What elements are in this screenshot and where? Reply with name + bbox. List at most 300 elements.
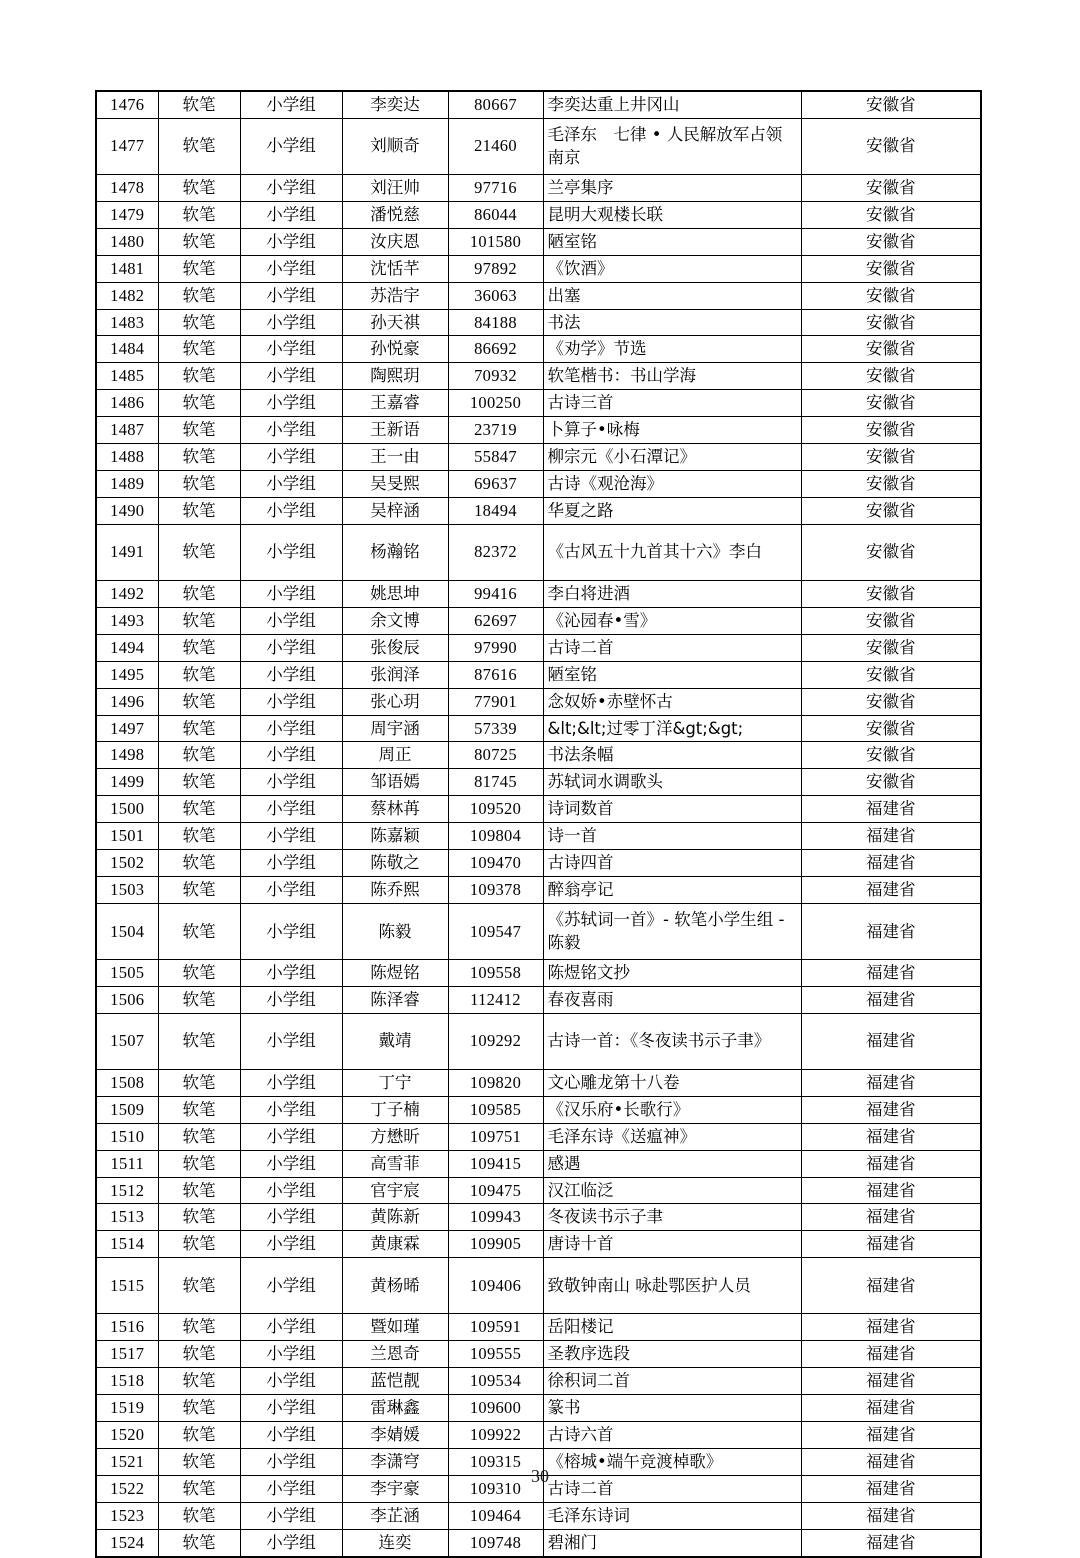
cell-group: 小学组 <box>240 742 342 769</box>
cell-group: 小学组 <box>240 1314 342 1341</box>
cell-group: 小学组 <box>240 769 342 796</box>
cell-entry-code: 109748 <box>448 1529 543 1556</box>
cell-category: 软笔 <box>158 471 240 498</box>
cell-entry-code: 99416 <box>448 580 543 607</box>
cell-serial-number: 1513 <box>96 1204 158 1231</box>
table-row <box>96 390 981 417</box>
cell-region: 安徽省 <box>801 607 981 634</box>
cell-serial-number: 1514 <box>96 1231 158 1258</box>
cell-participant-name: 刘顺奇 <box>342 118 448 174</box>
cell-work-title: 圣教序选段 <box>543 1341 801 1368</box>
cell-work-title: 醉翁亭记 <box>543 877 801 904</box>
table-row <box>96 796 981 823</box>
cell-work-title: 《饮酒》 <box>543 255 801 282</box>
cell-category: 软笔 <box>158 309 240 336</box>
cell-entry-code: 109591 <box>448 1314 543 1341</box>
cell-region: 福建省 <box>801 796 981 823</box>
cell-participant-name: 黄康霖 <box>342 1231 448 1258</box>
cell-entry-code: 87616 <box>448 661 543 688</box>
cell-participant-name: 李潇穹 <box>342 1448 448 1475</box>
cell-category: 软笔 <box>158 1529 240 1556</box>
cell-work-title: 古诗《观沧海》 <box>543 471 801 498</box>
cell-work-title: 柳宗元《小石潭记》 <box>543 444 801 471</box>
cell-category: 软笔 <box>158 580 240 607</box>
cell-work-title: 文心雕龙第十八卷 <box>543 1069 801 1096</box>
table-row <box>96 1395 981 1422</box>
cell-group: 小学组 <box>240 796 342 823</box>
cell-serial-number: 1506 <box>96 986 158 1013</box>
cell-serial-number: 1488 <box>96 444 158 471</box>
cell-entry-code: 109558 <box>448 959 543 986</box>
table-row <box>96 1314 981 1341</box>
cell-entry-code: 81745 <box>448 769 543 796</box>
cell-entry-code: 82372 <box>448 524 543 580</box>
cell-category: 软笔 <box>158 1231 240 1258</box>
cell-serial-number: 1497 <box>96 715 158 742</box>
cell-serial-number: 1519 <box>96 1395 158 1422</box>
cell-serial-number: 1486 <box>96 390 158 417</box>
cell-work-title: 《苏轼词一首》- 软笔小学生组 - 陈毅 <box>543 903 801 959</box>
cell-region: 福建省 <box>801 850 981 877</box>
cell-serial-number: 1489 <box>96 471 158 498</box>
cell-group: 小学组 <box>240 634 342 661</box>
cell-region: 福建省 <box>801 1231 981 1258</box>
cell-category: 软笔 <box>158 1258 240 1314</box>
cell-group: 小学组 <box>240 91 342 118</box>
cell-work-title: 感遇 <box>543 1150 801 1177</box>
cell-region: 安徽省 <box>801 390 981 417</box>
cell-participant-name: 汝庆恩 <box>342 228 448 255</box>
cell-region: 福建省 <box>801 903 981 959</box>
cell-region: 安徽省 <box>801 634 981 661</box>
cell-participant-name: 蓝恺靓 <box>342 1368 448 1395</box>
cell-region: 安徽省 <box>801 282 981 309</box>
cell-serial-number: 1476 <box>96 91 158 118</box>
cell-region: 福建省 <box>801 1448 981 1475</box>
cell-work-title: 唐诗十首 <box>543 1231 801 1258</box>
cell-group: 小学组 <box>240 497 342 524</box>
cell-participant-name: 雷琳鑫 <box>342 1395 448 1422</box>
cell-work-title: 陋室铭 <box>543 228 801 255</box>
cell-serial-number: 1511 <box>96 1150 158 1177</box>
table-row <box>96 417 981 444</box>
cell-region: 安徽省 <box>801 228 981 255</box>
cell-group: 小学组 <box>240 255 342 282</box>
cell-serial-number: 1478 <box>96 174 158 201</box>
cell-entry-code: 86692 <box>448 336 543 363</box>
cell-region: 福建省 <box>801 986 981 1013</box>
cell-entry-code: 109555 <box>448 1341 543 1368</box>
cell-group: 小学组 <box>240 417 342 444</box>
cell-participant-name: 杨瀚铭 <box>342 524 448 580</box>
cell-participant-name: 方懋昕 <box>342 1123 448 1150</box>
cell-work-title: 毛泽东诗《送瘟神》 <box>543 1123 801 1150</box>
cell-entry-code: 109415 <box>448 1150 543 1177</box>
cell-entry-code: 109547 <box>448 903 543 959</box>
cell-participant-name: 陈泽睿 <box>342 986 448 1013</box>
cell-region: 安徽省 <box>801 309 981 336</box>
cell-group: 小学组 <box>240 1123 342 1150</box>
cell-entry-code: 109406 <box>448 1258 543 1314</box>
cell-work-title: 《汉乐府•长歌行》 <box>543 1096 801 1123</box>
cell-serial-number: 1504 <box>96 903 158 959</box>
cell-serial-number: 1495 <box>96 661 158 688</box>
cell-participant-name: 李婧媛 <box>342 1421 448 1448</box>
cell-work-title: 古诗三首 <box>543 390 801 417</box>
table-row <box>96 661 981 688</box>
cell-serial-number: 1490 <box>96 497 158 524</box>
table-row <box>96 850 981 877</box>
table-row <box>96 1069 981 1096</box>
cell-group: 小学组 <box>240 1341 342 1368</box>
cell-region: 福建省 <box>801 1258 981 1314</box>
cell-region: 安徽省 <box>801 769 981 796</box>
cell-group: 小学组 <box>240 1475 342 1502</box>
table-row <box>96 607 981 634</box>
cell-work-title: 诗词数首 <box>543 796 801 823</box>
table-row <box>96 1231 981 1258</box>
cell-serial-number: 1481 <box>96 255 158 282</box>
cell-work-title: 古诗四首 <box>543 850 801 877</box>
cell-participant-name: 连奕 <box>342 1529 448 1556</box>
cell-participant-name: 陈乔熙 <box>342 877 448 904</box>
cell-group: 小学组 <box>240 336 342 363</box>
cell-category: 软笔 <box>158 390 240 417</box>
cell-participant-name: 陶熙玥 <box>342 363 448 390</box>
cell-participant-name: 吴梓涵 <box>342 497 448 524</box>
table-row <box>96 1096 981 1123</box>
cell-category: 软笔 <box>158 903 240 959</box>
cell-participant-name: 陈煜铭 <box>342 959 448 986</box>
cell-work-title: 毛泽东 七律 • 人民解放军占领南京 <box>543 118 801 174</box>
cell-work-title: 书法条幅 <box>543 742 801 769</box>
cell-participant-name: 周正 <box>342 742 448 769</box>
cell-region: 安徽省 <box>801 497 981 524</box>
table-row <box>96 201 981 228</box>
cell-participant-name: 李奕达 <box>342 91 448 118</box>
table-row <box>96 309 981 336</box>
cell-group: 小学组 <box>240 607 342 634</box>
cell-group: 小学组 <box>240 524 342 580</box>
cell-entry-code: 112412 <box>448 986 543 1013</box>
cell-group: 小学组 <box>240 282 342 309</box>
table-row <box>96 91 981 118</box>
cell-category: 软笔 <box>158 1069 240 1096</box>
cell-participant-name: 余文博 <box>342 607 448 634</box>
cell-category: 软笔 <box>158 769 240 796</box>
cell-work-title: 碧湘门 <box>543 1529 801 1556</box>
cell-category: 软笔 <box>158 850 240 877</box>
cell-work-title: 李奕达重上井冈山 <box>543 91 801 118</box>
table-row <box>96 282 981 309</box>
cell-work-title: 陋室铭 <box>543 661 801 688</box>
cell-entry-code: 109292 <box>448 1013 543 1069</box>
cell-participant-name: 李宇豪 <box>342 1475 448 1502</box>
cell-participant-name: 王一由 <box>342 444 448 471</box>
cell-region: 安徽省 <box>801 444 981 471</box>
cell-work-title: 《沁园春•雪》 <box>543 607 801 634</box>
cell-entry-code: 109922 <box>448 1421 543 1448</box>
cell-region: 福建省 <box>801 1529 981 1556</box>
cell-entry-code: 62697 <box>448 607 543 634</box>
cell-region: 安徽省 <box>801 580 981 607</box>
cell-work-title: 苏轼词水调歌头 <box>543 769 801 796</box>
cell-serial-number: 1522 <box>96 1475 158 1502</box>
cell-entry-code: 109905 <box>448 1231 543 1258</box>
cell-group: 小学组 <box>240 471 342 498</box>
cell-region: 安徽省 <box>801 174 981 201</box>
cell-entry-code: 109600 <box>448 1395 543 1422</box>
cell-work-title: 古诗二首 <box>543 634 801 661</box>
cell-serial-number: 1523 <box>96 1502 158 1529</box>
cell-region: 福建省 <box>801 877 981 904</box>
cell-category: 软笔 <box>158 661 240 688</box>
cell-group: 小学组 <box>240 1395 342 1422</box>
table-row <box>96 255 981 282</box>
cell-group: 小学组 <box>240 1204 342 1231</box>
cell-category: 软笔 <box>158 1421 240 1448</box>
table-row <box>96 903 981 959</box>
cell-entry-code: 97892 <box>448 255 543 282</box>
cell-entry-code: 77901 <box>448 688 543 715</box>
cell-entry-code: 80667 <box>448 91 543 118</box>
cell-entry-code: 109315 <box>448 1448 543 1475</box>
page-number: 30 <box>531 1466 549 1486</box>
cell-participant-name: 邹语嫣 <box>342 769 448 796</box>
cell-entry-code: 69637 <box>448 471 543 498</box>
cell-serial-number: 1509 <box>96 1096 158 1123</box>
table-row <box>96 688 981 715</box>
cell-entry-code: 80725 <box>448 742 543 769</box>
cell-serial-number: 1515 <box>96 1258 158 1314</box>
table-row <box>96 1013 981 1069</box>
cell-serial-number: 1517 <box>96 1341 158 1368</box>
cell-category: 软笔 <box>158 823 240 850</box>
cell-serial-number: 1508 <box>96 1069 158 1096</box>
cell-serial-number: 1493 <box>96 607 158 634</box>
cell-work-title: 陈煜铭文抄 <box>543 959 801 986</box>
cell-group: 小学组 <box>240 959 342 986</box>
cell-entry-code: 109470 <box>448 850 543 877</box>
cell-work-title: 出塞 <box>543 282 801 309</box>
cell-entry-code: 109520 <box>448 796 543 823</box>
cell-category: 软笔 <box>158 1502 240 1529</box>
cell-serial-number: 1480 <box>96 228 158 255</box>
cell-participant-name: 沈恬芊 <box>342 255 448 282</box>
cell-serial-number: 1510 <box>96 1123 158 1150</box>
cell-category: 软笔 <box>158 201 240 228</box>
cell-group: 小学组 <box>240 309 342 336</box>
cell-serial-number: 1505 <box>96 959 158 986</box>
table-row <box>96 742 981 769</box>
cell-work-title: 古诗二首 <box>543 1475 801 1502</box>
table-row <box>96 715 981 742</box>
cell-group: 小学组 <box>240 850 342 877</box>
cell-category: 软笔 <box>158 715 240 742</box>
cell-group: 小学组 <box>240 1448 342 1475</box>
cell-category: 软笔 <box>158 282 240 309</box>
roster-table-container <box>95 90 980 1558</box>
cell-group: 小学组 <box>240 877 342 904</box>
cell-entry-code: 109804 <box>448 823 543 850</box>
cell-serial-number: 1520 <box>96 1421 158 1448</box>
table-row <box>96 959 981 986</box>
cell-entry-code: 57339 <box>448 715 543 742</box>
cell-category: 软笔 <box>158 1177 240 1204</box>
cell-group: 小学组 <box>240 715 342 742</box>
table-row <box>96 174 981 201</box>
table-row <box>96 1258 981 1314</box>
cell-region: 安徽省 <box>801 742 981 769</box>
cell-participant-name: 陈敬之 <box>342 850 448 877</box>
cell-region: 福建省 <box>801 1204 981 1231</box>
cell-serial-number: 1501 <box>96 823 158 850</box>
cell-work-title: 《劝学》节选 <box>543 336 801 363</box>
cell-region: 福建省 <box>801 1013 981 1069</box>
cell-serial-number: 1524 <box>96 1529 158 1556</box>
cell-work-title: 篆书 <box>543 1395 801 1422</box>
cell-participant-name: 戴靖 <box>342 1013 448 1069</box>
table-row <box>96 444 981 471</box>
cell-category: 软笔 <box>158 1395 240 1422</box>
cell-entry-code: 84188 <box>448 309 543 336</box>
cell-work-title: 《榕城•端午竞渡棹歌》 <box>543 1448 801 1475</box>
cell-serial-number: 1496 <box>96 688 158 715</box>
cell-participant-name: 张俊辰 <box>342 634 448 661</box>
cell-region: 福建省 <box>801 1150 981 1177</box>
cell-participant-name: 潘悦慈 <box>342 201 448 228</box>
cell-category: 软笔 <box>158 1368 240 1395</box>
cell-participant-name: 李芷涵 <box>342 1502 448 1529</box>
cell-group: 小学组 <box>240 390 342 417</box>
cell-entry-code: 97990 <box>448 634 543 661</box>
cell-group: 小学组 <box>240 903 342 959</box>
cell-serial-number: 1484 <box>96 336 158 363</box>
cell-serial-number: 1500 <box>96 796 158 823</box>
cell-group: 小学组 <box>240 1258 342 1314</box>
cell-participant-name: 王嘉睿 <box>342 390 448 417</box>
table-row <box>96 986 981 1013</box>
cell-group: 小学组 <box>240 118 342 174</box>
cell-group: 小学组 <box>240 1502 342 1529</box>
cell-group: 小学组 <box>240 580 342 607</box>
table-row <box>96 1123 981 1150</box>
cell-entry-code: 109943 <box>448 1204 543 1231</box>
cell-entry-code: 36063 <box>448 282 543 309</box>
table-row <box>96 1204 981 1231</box>
cell-group: 小学组 <box>240 1231 342 1258</box>
cell-region: 福建省 <box>801 1341 981 1368</box>
cell-participant-name: 刘汪帅 <box>342 174 448 201</box>
cell-group: 小学组 <box>240 201 342 228</box>
cell-serial-number: 1485 <box>96 363 158 390</box>
cell-category: 软笔 <box>158 255 240 282</box>
cell-work-title: &lt;&lt;过零丁洋&gt;&gt; <box>543 715 801 742</box>
cell-serial-number: 1491 <box>96 524 158 580</box>
cell-category: 软笔 <box>158 1341 240 1368</box>
table-row <box>96 1421 981 1448</box>
cell-entry-code: 101580 <box>448 228 543 255</box>
cell-region: 安徽省 <box>801 201 981 228</box>
cell-participant-name: 周宇涵 <box>342 715 448 742</box>
cell-work-title: 兰亭集序 <box>543 174 801 201</box>
cell-entry-code: 70932 <box>448 363 543 390</box>
cell-work-title: 岳阳楼记 <box>543 1314 801 1341</box>
table-row <box>96 336 981 363</box>
table-row <box>96 228 981 255</box>
cell-category: 软笔 <box>158 363 240 390</box>
table-row <box>96 1368 981 1395</box>
cell-entry-code: 21460 <box>448 118 543 174</box>
cell-category: 软笔 <box>158 607 240 634</box>
cell-serial-number: 1518 <box>96 1368 158 1395</box>
cell-serial-number: 1499 <box>96 769 158 796</box>
roster-table <box>95 90 982 1558</box>
cell-category: 软笔 <box>158 524 240 580</box>
cell-group: 小学组 <box>240 174 342 201</box>
cell-category: 软笔 <box>158 1204 240 1231</box>
cell-work-title: 毛泽东诗词 <box>543 1502 801 1529</box>
cell-entry-code: 109751 <box>448 1123 543 1150</box>
cell-region: 福建省 <box>801 1475 981 1502</box>
cell-group: 小学组 <box>240 1421 342 1448</box>
cell-region: 安徽省 <box>801 91 981 118</box>
cell-category: 软笔 <box>158 444 240 471</box>
cell-category: 软笔 <box>158 1096 240 1123</box>
cell-entry-code: 109310 <box>448 1475 543 1502</box>
cell-serial-number: 1492 <box>96 580 158 607</box>
cell-participant-name: 黄陈新 <box>342 1204 448 1231</box>
cell-category: 软笔 <box>158 959 240 986</box>
cell-entry-code: 55847 <box>448 444 543 471</box>
cell-entry-code: 109534 <box>448 1368 543 1395</box>
table-row <box>96 634 981 661</box>
cell-category: 软笔 <box>158 118 240 174</box>
cell-work-title: 汉江临泛 <box>543 1177 801 1204</box>
cell-entry-code: 86044 <box>448 201 543 228</box>
cell-work-title: 古诗六首 <box>543 1421 801 1448</box>
cell-region: 安徽省 <box>801 363 981 390</box>
cell-region: 福建省 <box>801 1314 981 1341</box>
cell-category: 软笔 <box>158 634 240 661</box>
cell-category: 软笔 <box>158 1314 240 1341</box>
cell-category: 软笔 <box>158 336 240 363</box>
cell-serial-number: 1477 <box>96 118 158 174</box>
cell-participant-name: 丁子楠 <box>342 1096 448 1123</box>
cell-work-title: 软笔楷书：书山学海 <box>543 363 801 390</box>
table-row <box>96 1177 981 1204</box>
table-row <box>96 823 981 850</box>
cell-work-title: 《古风五十九首其十六》李白 <box>543 524 801 580</box>
cell-region: 安徽省 <box>801 255 981 282</box>
cell-participant-name: 兰恩奇 <box>342 1341 448 1368</box>
cell-category: 软笔 <box>158 1448 240 1475</box>
cell-region: 福建省 <box>801 1502 981 1529</box>
cell-work-title: 诗一首 <box>543 823 801 850</box>
cell-participant-name: 丁宁 <box>342 1069 448 1096</box>
cell-group: 小学组 <box>240 228 342 255</box>
cell-work-title: 春夜喜雨 <box>543 986 801 1013</box>
cell-group: 小学组 <box>240 444 342 471</box>
table-row <box>96 118 981 174</box>
cell-participant-name: 陈嘉颖 <box>342 823 448 850</box>
cell-group: 小学组 <box>240 1368 342 1395</box>
cell-participant-name: 高雪菲 <box>342 1150 448 1177</box>
cell-participant-name: 官宇宸 <box>342 1177 448 1204</box>
cell-region: 福建省 <box>801 1368 981 1395</box>
cell-region: 安徽省 <box>801 524 981 580</box>
cell-work-title: 冬夜读书示子聿 <box>543 1204 801 1231</box>
